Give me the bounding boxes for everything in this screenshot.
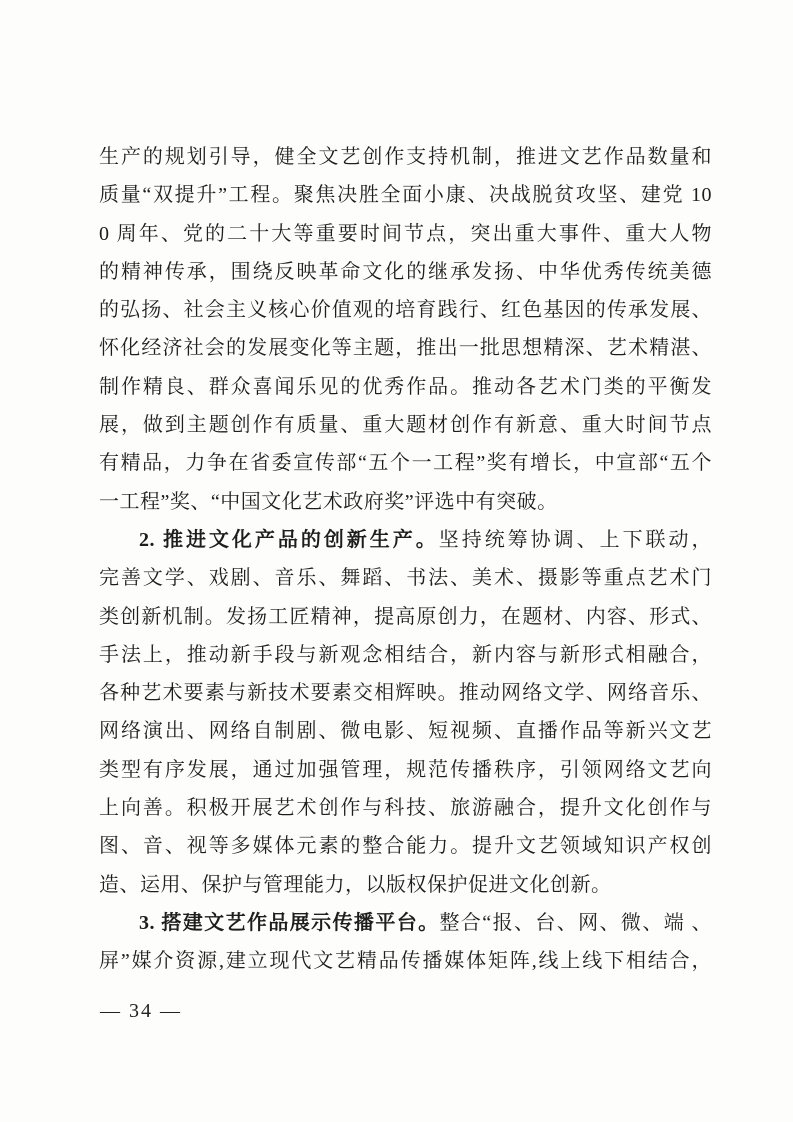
text-run: 类型有序发展，通过加强管理，规范传播秩序，引领网络文艺向 <box>99 758 712 781</box>
text-line <box>99 521 712 559</box>
text-run: 坚持统筹协调、上下联动， <box>438 528 713 551</box>
text-run: 0 周年、党的二十大等重要时间节点，突出重大事件、重大人物 <box>99 222 712 245</box>
text-line <box>99 789 712 827</box>
text-line <box>99 253 712 291</box>
text-line <box>99 176 712 214</box>
body-text <box>99 138 712 981</box>
text-run: 屏”媒介资源,建立现代文艺精品传播媒体矩阵,线上线下相结合， <box>99 950 712 973</box>
text-run: 展，做到主题创作有质量、重大题材创作有新意、重大时间节点 <box>99 414 712 437</box>
text-run: 完善文学、戏剧、音乐、舞蹈、书法、美术、摄影等重点艺术门 <box>99 567 712 590</box>
text-run: 整合“报、台、网、微、端 、 <box>439 911 713 934</box>
text-line <box>99 712 712 750</box>
text-line <box>99 636 712 674</box>
text-line <box>99 329 712 367</box>
text-run: 手法上，推动新手段与新观念相结合，新内容与新形式相融合， <box>99 643 712 666</box>
text-line <box>99 559 712 597</box>
text-line <box>99 751 712 789</box>
text-line <box>99 406 712 444</box>
text-run: 制作精良、群众喜闻乐见的优秀作品。推动各艺术门类的平衡发 <box>99 375 712 398</box>
text-run: 质量“双提升”工程。聚焦决胜全面小康、决战脱贫攻坚、建党 10 <box>99 184 712 207</box>
text-run: 图、音、视等多媒体元素的整合能力。提升文艺领域知识产权创 <box>99 835 712 858</box>
text-run: 的弘扬、社会主义核心价值观的培育践行、红色基因的传承发展、 <box>99 299 712 322</box>
text-run: 网络演出、网络自制剧、微电影、短视频、直播作品等新兴文艺 <box>99 720 712 743</box>
text-run: 一工程”奖、“中国文化艺术政府奖”评选中有突破。 <box>99 490 558 513</box>
text-line <box>99 866 712 904</box>
text-line <box>99 138 712 176</box>
text-run: 的精神传承，围绕反映革命文化的继承发扬、中华优秀传统美德 <box>99 260 712 283</box>
text-run: 各种艺术要素与新技术要素交相辉映。推动网络文学、网络音乐、 <box>99 682 712 705</box>
text-line <box>99 483 712 521</box>
section-heading-run: 2. 推进文化产品的创新生产。 <box>139 528 439 551</box>
text-line <box>99 827 712 865</box>
text-run: 上向善。积极开展艺术创作与科技、旅游融合，提升文化创作与 <box>99 797 712 820</box>
text-run: 有精品，力争在省委宣传部“五个一工程”奖有增长，中宣部“五个 <box>99 452 712 475</box>
text-line <box>99 598 712 636</box>
text-run: 生产的规划引导，健全文艺创作支持机制，推进文艺作品数量和 <box>99 146 712 168</box>
text-line <box>99 291 712 329</box>
text-run: 类创新机制。发扬工匠精神，提高原创力，在题材、内容、形式、 <box>99 605 712 628</box>
text-line <box>99 368 712 406</box>
text-run: 怀化经济社会的发展变化等主题，推出一批思想精深、艺术精湛、 <box>99 337 712 360</box>
text-line <box>99 904 712 942</box>
page-number: — 34 — <box>100 1000 182 1022</box>
text-line <box>99 444 712 482</box>
text-line <box>99 942 712 980</box>
text-run: 造、运用、保护与管理能力，以版权保护促进文化创新。 <box>99 873 612 896</box>
text-line <box>99 674 712 712</box>
text-line <box>99 215 712 253</box>
section-heading-run: 3. 搭建文艺作品展示传播平台。 <box>139 911 440 934</box>
